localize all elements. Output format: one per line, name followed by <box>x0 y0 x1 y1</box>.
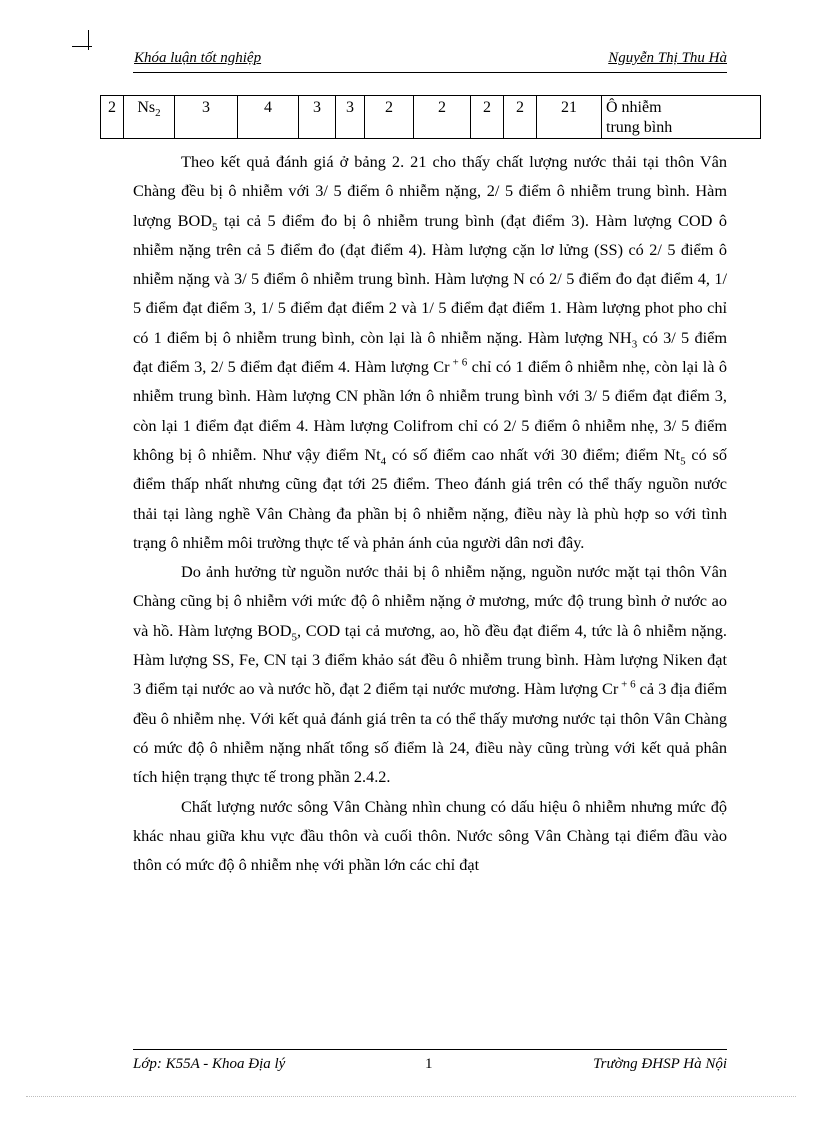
table-cell-total: 21 <box>537 96 602 139</box>
table-cell-stt: 2 <box>101 96 124 139</box>
page-corner-mark <box>72 30 92 50</box>
footer-university: Trường ĐHSP Hà Nội <box>593 1056 727 1072</box>
table-cell-score: 2 <box>504 96 537 139</box>
page-bottom-dotted-line <box>26 1096 796 1097</box>
header-left-title: Khóa luận tốt nghiệp <box>134 50 262 66</box>
site-subscript: 2 <box>155 107 161 120</box>
footer-divider <box>133 1049 727 1050</box>
rating-line2: trung bình <box>606 119 673 136</box>
text-run: Theo kết quả đánh giá ở bảng 2. 21 cho thấy chất lượng nước thải tại thôn Vân Chàng đều bị ô nhiễm với 3/ 5 điểm ô nhiễm nặng, 2/ 5 điểm ô nhiễm trung bình. Hàm lượng BOD <box>133 152 727 230</box>
text-run: cả 3 địa điểm đều ô nhiễm nhẹ. Với kết quả đánh giá trên ta có thể thấy mương nước tại thôn Vân Chàng có mức độ ô nhiễm nặng nhất tổng số điểm là 24, điều này cũng trùng với kết quả phân tích hiện trạng thực tế trong phần 2.4.2. <box>133 679 727 787</box>
table-row <box>101 96 761 139</box>
table-cell-score: 4 <box>238 96 299 139</box>
text-run: , COD tại cả mương, ao, hồ đều đạt điểm 4, tức là ô nhiễm nặng. Hàm lượng SS, Fe, CN tại 3 điểm khảo sát đều ô nhiễm trung bình. Hàm lượng Niken đạt 3 điểm tại nước ao và nước hồ, đạt 2 điểm tại nước mương. Hàm lượng Cr <box>133 620 728 699</box>
assessment-table <box>100 95 761 139</box>
table-cell-score: 3 <box>299 96 336 139</box>
text-run: có số điểm cao nhất với 30 điểm; điểm Nt <box>386 444 681 464</box>
text-run: chỉ có 1 điểm ô nhiễm nhẹ, còn lại là ô nhiễm trung bình. Hàm lượng CN phần lớn ô nhiễm trung bình với 3/ 5 điểm đạt điểm 3, còn lại 1 điểm đạt điểm 4. Hàm lượng Colifrom chỉ có 2/ 5 điểm ô nhiễm nhẹ, 3/ 5 điểm không bị ô nhiễm. Như vậy điểm Nt <box>133 357 727 464</box>
table-cell-score: 3 <box>175 96 238 139</box>
page-footer <box>133 1056 727 1080</box>
paragraph-3 <box>133 792 727 880</box>
table-cell-rating <box>602 96 761 139</box>
site-name: Ns <box>137 99 156 116</box>
rating-line1: Ô nhiễm <box>606 99 662 116</box>
table-cell-score: 2 <box>414 96 471 139</box>
header-author: Nguyễn Thị Thu Hà <box>608 50 727 66</box>
paragraph-1 <box>133 147 727 557</box>
table-cell-score: 2 <box>365 96 414 139</box>
text-run: có số điểm thấp nhất nhưng cũng đạt tới 25 điểm. Theo đánh giá trên có thể thấy nguồn nước thải tại làng nghề Vân Chàng đa phần bị ô nhiễm nặng, điều này là phù hợp so với tình trạng ô nhiễm môi trường thực tế và phản ánh của người dân nơi đây. <box>133 444 728 552</box>
text-run: có 3/ 5 điểm đạt điểm 3, 2/ 5 điểm đạt điểm 4. Hàm lượng Cr <box>133 327 727 377</box>
subscript: 3 <box>631 338 638 351</box>
text-run: Chất lượng nước sông Vân Chàng nhìn chung có dấu hiệu ô nhiễm nhưng mức độ khác nhau giữa khu vực đầu thôn và cuối thôn. Nước sông Vân Chàng tại điểm đầu vào thôn có mức độ ô nhiễm nhẹ với phần lớn các chỉ đạt <box>133 796 727 875</box>
subscript: 4 <box>380 455 387 468</box>
text-run: Do ảnh hưởng từ nguồn nước thải bị ô nhiễm nặng, nguồn nước mặt tại thôn Vân Chàng cũng bị ô nhiễm với mức độ ô nhiễm nặng ở mương, mức độ trung bình ở nước ao và hồ. Hàm lượng BOD <box>133 562 727 640</box>
subscript: 5 <box>680 455 686 468</box>
superscript: + 6 <box>449 356 468 369</box>
footer-class: Lớp: K55A - Khoa Địa lý <box>133 1056 286 1072</box>
subscript: 5 <box>212 220 218 233</box>
subscript: 5 <box>291 631 298 643</box>
page-number: 1 <box>425 1056 433 1072</box>
text-run: tại cả 5 điểm đo bị ô nhiễm trung bình (đạt điểm 3). Hàm lượng COD ô nhiễm nặng trên cả 5 điểm đo (đạt điểm 4). Hàm lượng cặn lơ lửng (SS) có 2/ 5 điểm ô nhiễm nặng và 3/ 5 điểm ô nhiễm trung bình. Hàm lượng N có 2/ 5 điểm đo đạt điểm 4, 1/ 5 điểm đạt điểm 3, 1/ 5 điểm đạt điểm 2 và 1/ 5 điểm đạt điểm 1. Hàm lượng phot pho chỉ có 1 điểm bị ô nhiễm trung bình, còn lại là ô nhiễm nặng. Hàm lượng NH <box>133 210 727 347</box>
body-text <box>133 147 727 879</box>
page-header <box>133 48 727 73</box>
paragraph-2 <box>133 557 727 791</box>
table-cell-site <box>124 96 175 139</box>
table-cell-score: 2 <box>471 96 504 139</box>
superscript: + 6 <box>618 678 636 691</box>
table-cell-score: 3 <box>336 96 365 139</box>
